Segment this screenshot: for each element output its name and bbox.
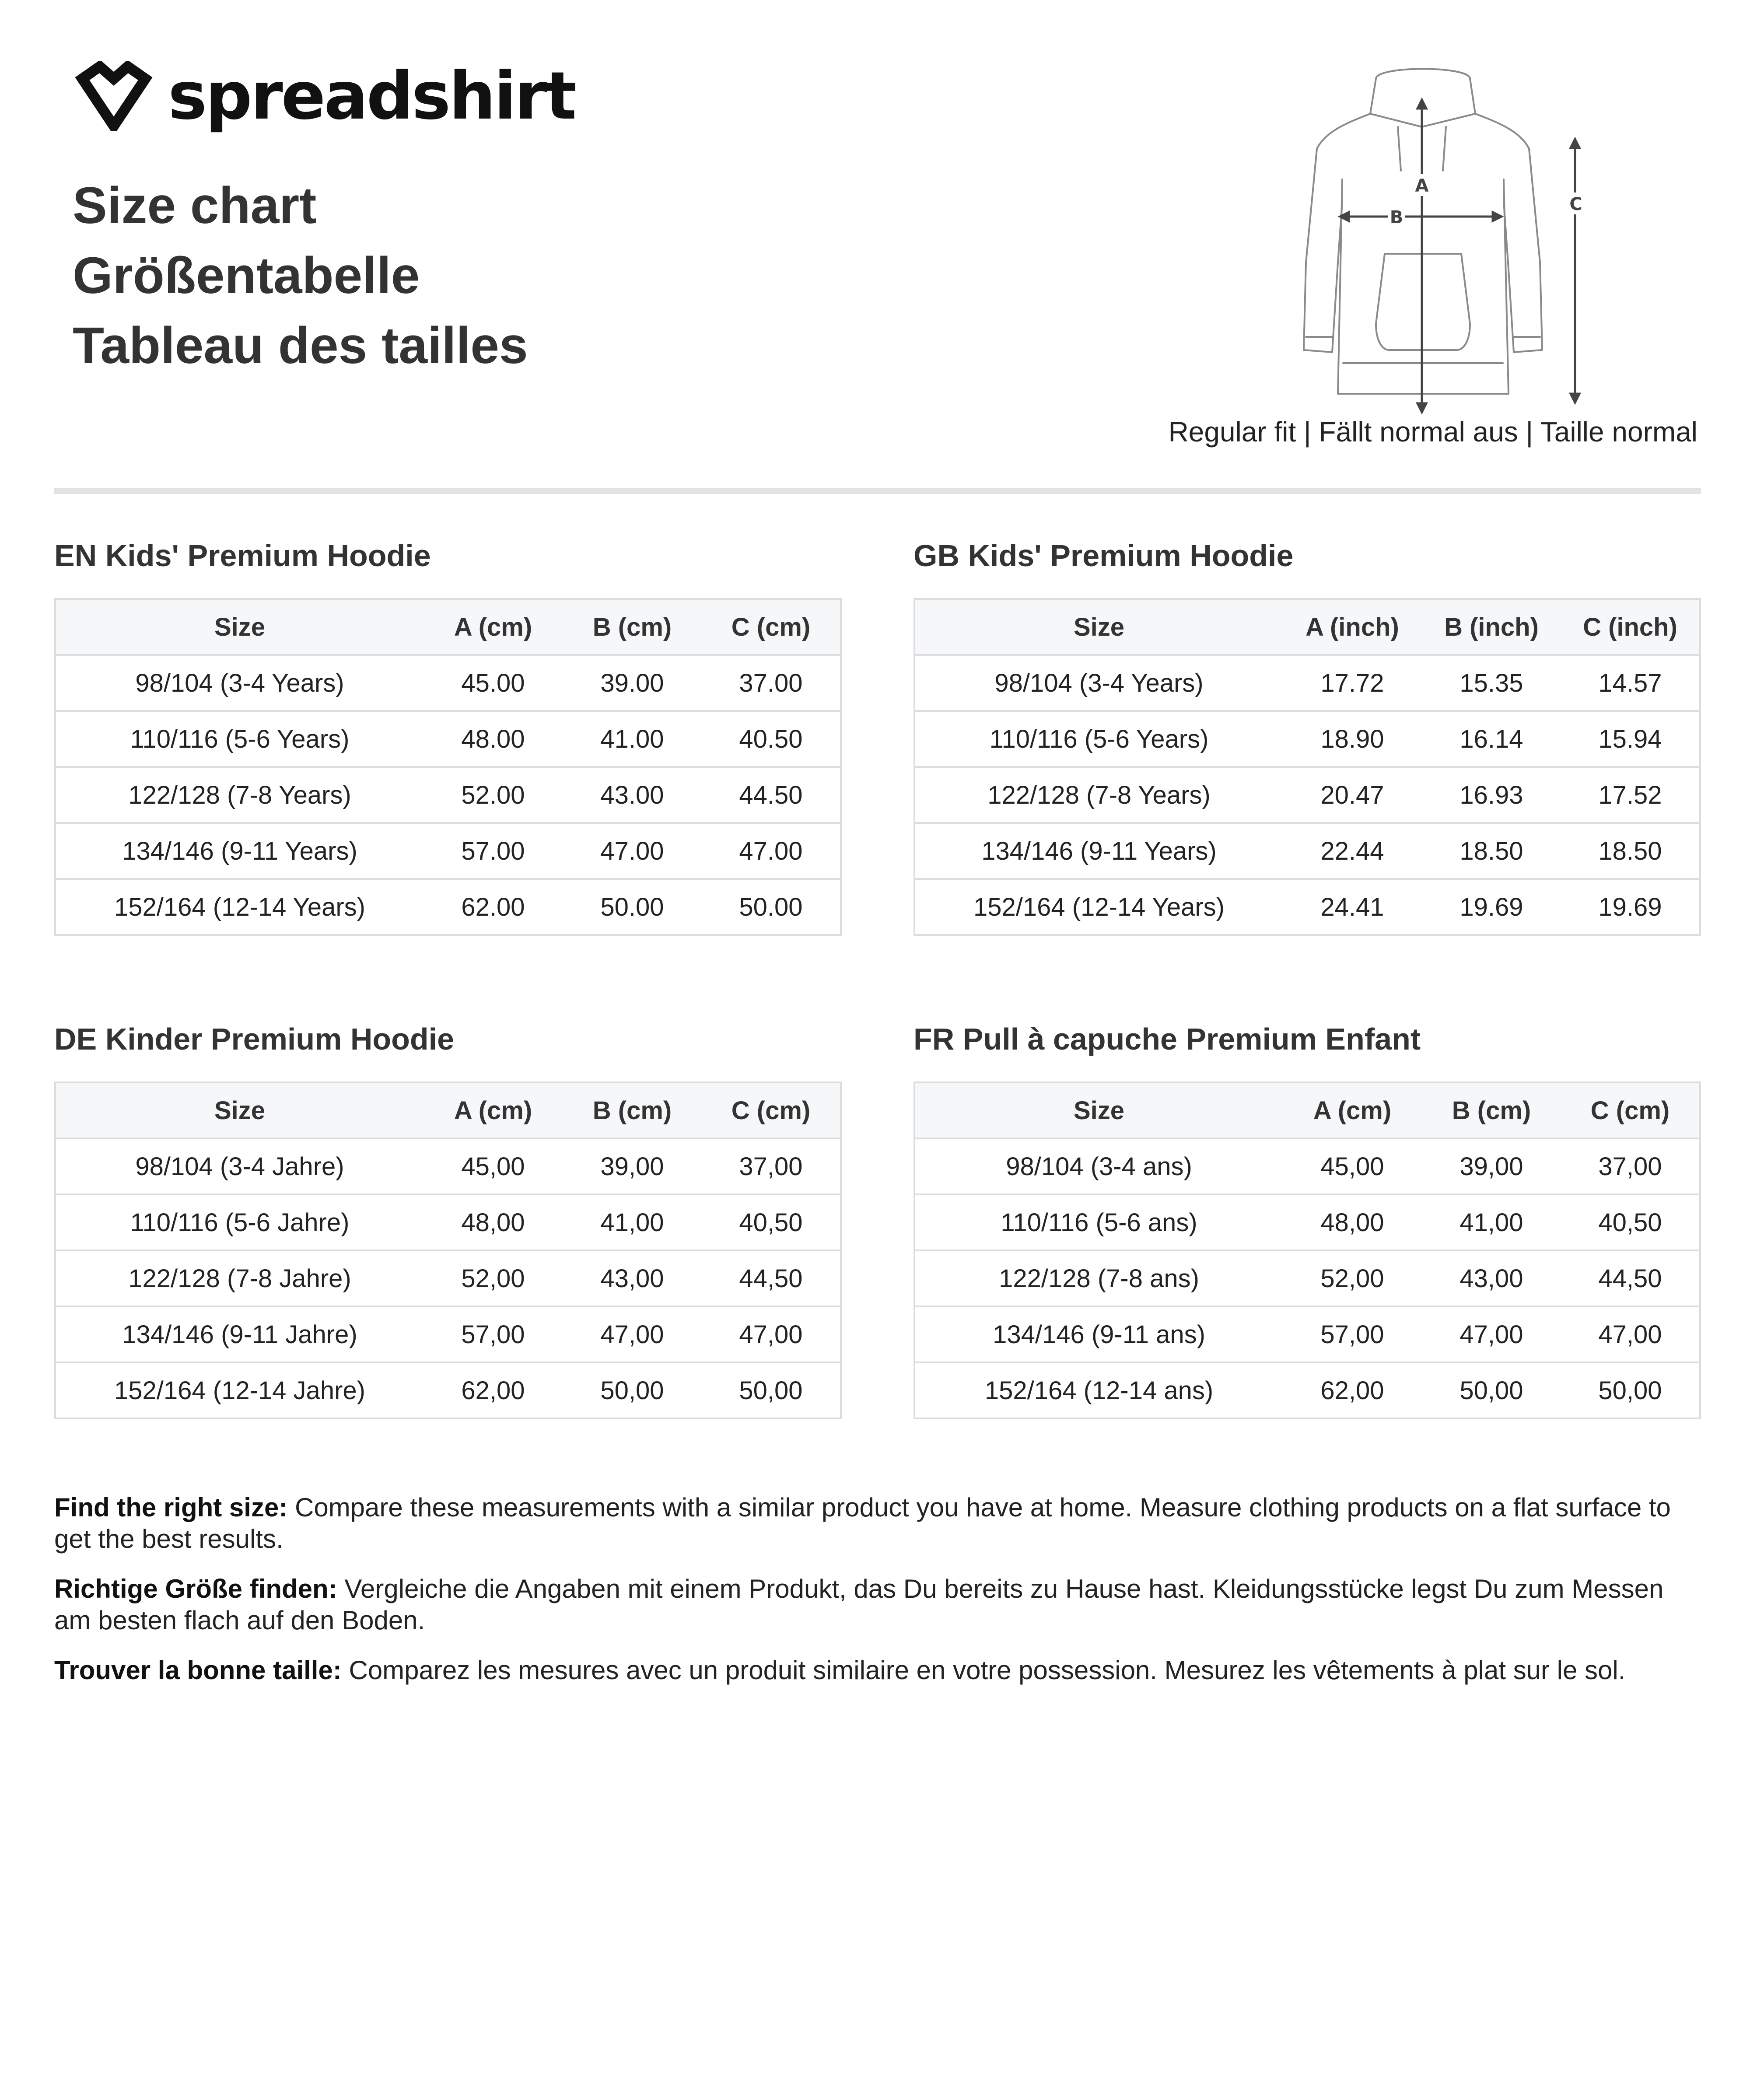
table-row	[55, 1362, 841, 1418]
cell-size: 98/104 (3-4 Years)	[55, 655, 424, 711]
cell-b: 39,00	[563, 1138, 702, 1194]
table-row	[914, 1306, 1700, 1362]
cell-c: 47,00	[1561, 1306, 1700, 1362]
column-header: Size	[55, 1082, 424, 1138]
cell-b: 47,00	[563, 1306, 702, 1362]
cell-c: 15.94	[1561, 711, 1700, 767]
cell-a: 62,00	[1283, 1362, 1422, 1418]
table-header-row	[55, 1082, 841, 1138]
size-table-en-section	[54, 536, 842, 936]
cell-a: 48,00	[1283, 1194, 1422, 1250]
table-header-row	[914, 599, 1700, 655]
table-row	[914, 767, 1700, 823]
column-header: Size	[914, 1082, 1283, 1138]
cell-a: 24.41	[1283, 879, 1422, 935]
column-header: A (cm)	[424, 1082, 563, 1138]
cell-c: 50,00	[1561, 1362, 1700, 1418]
column-header: A (inch)	[1283, 599, 1422, 655]
cell-a: 52.00	[424, 767, 563, 823]
cell-a: 48,00	[424, 1194, 563, 1250]
size-table-gb	[914, 598, 1701, 936]
column-header: B (cm)	[1422, 1082, 1561, 1138]
column-header: C (cm)	[702, 1082, 841, 1138]
cell-size: 110/116 (5-6 Years)	[55, 711, 424, 767]
cell-size: 98/104 (3-4 Jahre)	[55, 1138, 424, 1194]
cell-b: 39.00	[563, 655, 702, 711]
note-de	[54, 1573, 1699, 1636]
label-c: C	[1569, 194, 1582, 214]
hoodie-measurement-diagram	[1286, 61, 1592, 420]
cell-c: 40.50	[702, 711, 841, 767]
table-header-row	[914, 1082, 1700, 1138]
cell-size: 134/146 (9-11 Jahre)	[55, 1306, 424, 1362]
cell-size: 152/164 (12-14 ans)	[914, 1362, 1283, 1418]
cell-c: 47.00	[702, 823, 841, 879]
cell-size: 110/116 (5-6 ans)	[914, 1194, 1283, 1250]
column-header: B (cm)	[563, 599, 702, 655]
cell-size: 152/164 (12-14 Years)	[914, 879, 1283, 935]
label-b: B	[1390, 207, 1404, 228]
measurement-notes	[54, 1492, 1699, 1704]
cell-size: 98/104 (3-4 Years)	[914, 655, 1283, 711]
cell-size: 110/116 (5-6 Jahre)	[55, 1194, 424, 1250]
table-title: FR Pull à capuche Premium Enfant	[914, 1022, 1421, 1056]
brand-logo	[70, 58, 575, 134]
cell-size: 110/116 (5-6 Years)	[914, 711, 1283, 767]
table-title: GB Kids' Premium Hoodie	[914, 539, 1294, 573]
table-row	[914, 1250, 1700, 1306]
cell-c: 44,50	[1561, 1250, 1700, 1306]
note-label: Richtige Größe finden:	[54, 1574, 337, 1603]
cell-a: 22.44	[1283, 823, 1422, 879]
column-header: B (inch)	[1422, 599, 1561, 655]
table-row	[914, 711, 1700, 767]
label-a: A	[1415, 176, 1429, 196]
cell-a: 20.47	[1283, 767, 1422, 823]
cell-c: 17.52	[1561, 767, 1700, 823]
cell-b: 16.14	[1422, 711, 1561, 767]
cell-b: 15.35	[1422, 655, 1561, 711]
cell-b: 50,00	[1422, 1362, 1561, 1418]
cell-c: 44.50	[702, 767, 841, 823]
cell-b: 41.00	[563, 711, 702, 767]
cell-b: 41,00	[1422, 1194, 1561, 1250]
note-label: Trouver la bonne taille:	[54, 1656, 342, 1685]
measure-arrows	[1340, 100, 1579, 412]
size-table-en	[54, 598, 842, 936]
cell-b: 47,00	[1422, 1306, 1561, 1362]
column-header: B (cm)	[563, 1082, 702, 1138]
cell-c: 18.50	[1561, 823, 1700, 879]
size-table-gb-section	[914, 536, 1701, 936]
title-de: Größentabelle	[73, 247, 420, 304]
column-header: C (inch)	[1561, 599, 1700, 655]
cell-size: 122/128 (7-8 ans)	[914, 1250, 1283, 1306]
table-row	[55, 711, 841, 767]
cell-size: 134/146 (9-11 Years)	[55, 823, 424, 879]
table-row	[55, 823, 841, 879]
cell-c: 37.00	[702, 655, 841, 711]
spreadshirt-heart-icon	[70, 61, 158, 131]
title-block	[73, 171, 528, 381]
size-table-fr	[914, 1082, 1701, 1419]
table-row	[914, 1362, 1700, 1418]
cell-c: 37,00	[1561, 1138, 1700, 1194]
cell-c: 19.69	[1561, 879, 1700, 935]
table-row	[914, 879, 1700, 935]
table-header-row	[55, 599, 841, 655]
title-en: Size chart	[73, 177, 317, 234]
cell-a: 57.00	[424, 823, 563, 879]
cell-size: 134/146 (9-11 ans)	[914, 1306, 1283, 1362]
cell-c: 50.00	[702, 879, 841, 935]
cell-size: 134/146 (9-11 Years)	[914, 823, 1283, 879]
cell-c: 40,50	[702, 1194, 841, 1250]
column-header: Size	[55, 599, 424, 655]
note-label: Find the right size:	[54, 1493, 288, 1522]
size-table-fr-section	[914, 1019, 1701, 1419]
cell-c: 50,00	[702, 1362, 841, 1418]
note-en	[54, 1492, 1699, 1555]
cell-size: 122/128 (7-8 Jahre)	[55, 1250, 424, 1306]
size-table-de-section	[54, 1019, 842, 1419]
cell-b: 41,00	[563, 1194, 702, 1250]
cell-b: 18.50	[1422, 823, 1561, 879]
cell-c: 14.57	[1561, 655, 1700, 711]
cell-size: 98/104 (3-4 ans)	[914, 1138, 1283, 1194]
cell-b: 16.93	[1422, 767, 1561, 823]
table-title: DE Kinder Premium Hoodie	[54, 1022, 455, 1056]
cell-a: 45.00	[424, 655, 563, 711]
cell-a: 57,00	[1283, 1306, 1422, 1362]
table-row	[55, 1306, 841, 1362]
cell-a: 52,00	[1283, 1250, 1422, 1306]
cell-a: 48.00	[424, 711, 563, 767]
cell-b: 43,00	[1422, 1250, 1561, 1306]
table-row	[914, 1194, 1700, 1250]
cell-c: 44,50	[702, 1250, 841, 1306]
cell-b: 50.00	[563, 879, 702, 935]
fit-description: Regular fit | Fällt normal aus | Taille normal	[1168, 416, 1698, 448]
table-row	[914, 655, 1700, 711]
table-row	[55, 655, 841, 711]
cell-a: 45,00	[424, 1138, 563, 1194]
table-row	[914, 1138, 1700, 1194]
note-text: Compare these measurements with a similar product you have at home. Measure clothing products on a flat surface to get the best results.	[54, 1493, 1671, 1554]
cell-a: 45,00	[1283, 1138, 1422, 1194]
table-row	[55, 879, 841, 935]
note-text: Vergleiche die Angaben mit einem Produkt, das Du bereits zu Hause hast. Kleidungsstücke legst Du zum Messen am besten flach auf den Boden.	[54, 1574, 1664, 1635]
cell-size: 152/164 (12-14 Years)	[55, 879, 424, 935]
brand-name: spreadshirt	[168, 58, 575, 134]
cell-c: 40,50	[1561, 1194, 1700, 1250]
cell-b: 39,00	[1422, 1138, 1561, 1194]
cell-a: 57,00	[424, 1306, 563, 1362]
cell-c: 47,00	[702, 1306, 841, 1362]
cell-b: 50,00	[563, 1362, 702, 1418]
cell-size: 122/128 (7-8 Years)	[914, 767, 1283, 823]
cell-size: 122/128 (7-8 Years)	[55, 767, 424, 823]
cell-b: 43,00	[563, 1250, 702, 1306]
size-table-de	[54, 1082, 842, 1419]
table-row	[55, 767, 841, 823]
cell-b: 47.00	[563, 823, 702, 879]
cell-b: 19.69	[1422, 879, 1561, 935]
cell-b: 43.00	[563, 767, 702, 823]
note-text: Comparez les mesures avec un produit similaire en votre possession. Mesurez les vêtements à plat sur le sol.	[341, 1656, 1626, 1685]
cell-size: 152/164 (12-14 Jahre)	[55, 1362, 424, 1418]
cell-a: 62,00	[424, 1362, 563, 1418]
column-header: Size	[914, 599, 1283, 655]
column-header: C (cm)	[1561, 1082, 1700, 1138]
cell-a: 18.90	[1283, 711, 1422, 767]
cell-a: 52,00	[424, 1250, 563, 1306]
table-row	[55, 1250, 841, 1306]
table-row	[914, 823, 1700, 879]
table-row	[55, 1138, 841, 1194]
title-fr: Tableau des tailles	[73, 317, 528, 374]
table-row	[55, 1194, 841, 1250]
column-header: A (cm)	[1283, 1082, 1422, 1138]
cell-a: 62.00	[424, 879, 563, 935]
note-fr	[54, 1655, 1699, 1686]
column-header: A (cm)	[424, 599, 563, 655]
cell-c: 37,00	[702, 1138, 841, 1194]
column-header: C (cm)	[702, 599, 841, 655]
header-divider	[54, 488, 1701, 494]
cell-a: 17.72	[1283, 655, 1422, 711]
table-title: EN Kids' Premium Hoodie	[54, 539, 431, 573]
